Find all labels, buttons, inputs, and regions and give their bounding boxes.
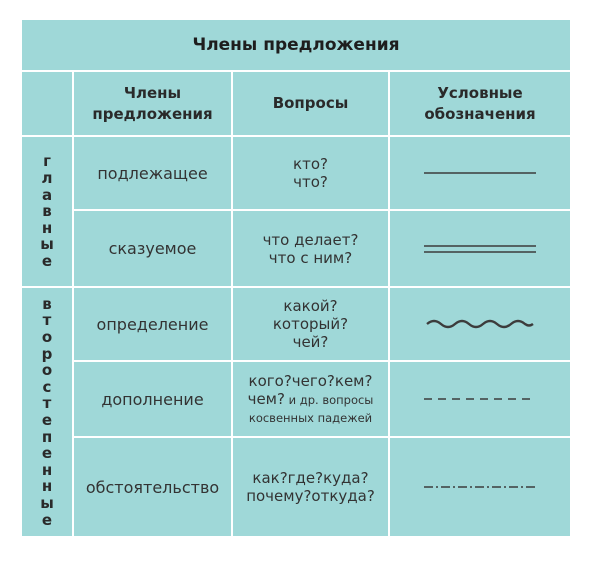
main-letter: ы <box>40 235 54 254</box>
row-object-questions <box>233 362 388 436</box>
row-predicate-name: сказуемое <box>108 239 197 258</box>
header-parts-line2: предложения <box>92 104 213 123</box>
secondary-letter: н <box>41 460 53 479</box>
grid-line <box>72 70 74 536</box>
wavy-line-icon <box>390 288 570 360</box>
header-questions: Вопросы <box>272 94 349 112</box>
question-line: почему?откуда? <box>246 487 375 505</box>
question-line: как?где?куда? <box>252 469 369 487</box>
question-line: чей? <box>292 333 329 351</box>
secondary-letter: т <box>42 311 52 330</box>
main-letter: а <box>41 185 53 204</box>
question-note: косвенных падежей <box>248 410 373 425</box>
table-title: Члены предложения <box>192 35 400 55</box>
main-letter: л <box>41 169 53 188</box>
row-subject-questions <box>233 137 388 209</box>
double-line-icon <box>390 211 570 286</box>
question-line: кого?чего?кем? <box>248 371 373 390</box>
secondary-letter: е <box>41 444 53 463</box>
secondary-letter: с <box>42 377 52 396</box>
header-parts-line1: Члены <box>123 83 182 102</box>
header-parts <box>74 72 231 135</box>
secondary-letter: п <box>41 427 53 446</box>
grid-line <box>22 286 570 288</box>
secondary-letter: т <box>42 394 52 413</box>
row-attribute-questions <box>233 288 388 360</box>
single-line-icon <box>390 137 570 209</box>
secondary-letter: р <box>41 344 53 363</box>
secondary-letter: о <box>41 328 53 347</box>
question-word: чем? <box>247 389 285 408</box>
question-line: что делает? <box>262 230 359 249</box>
row-adverbial-name: обстоятельство <box>85 477 220 497</box>
secondary-letter: е <box>41 411 53 429</box>
question-line: какой? <box>283 297 338 315</box>
question-note: и др. вопросы <box>284 392 374 407</box>
group-secondary-label <box>22 288 72 536</box>
header-symbols <box>390 72 570 135</box>
row-attribute-name: определение <box>96 314 209 334</box>
row-adverbial-questions <box>233 438 388 536</box>
row-predicate-questions <box>233 211 388 286</box>
row-subject-name: подлежащее <box>97 163 208 183</box>
header-symbols-line2: обозначения <box>424 104 536 123</box>
secondary-letter: н <box>41 477 53 496</box>
dashed-line-icon <box>390 362 570 436</box>
secondary-letter: е <box>41 510 53 529</box>
secondary-letter: о <box>41 361 53 380</box>
grid-line <box>74 360 570 362</box>
question-line: что с ним? <box>268 248 353 267</box>
main-letter: в <box>42 202 52 221</box>
grid-line <box>22 135 570 137</box>
question-line: кто? <box>293 155 328 173</box>
question-line: что? <box>293 173 328 191</box>
parts-of-sentence-table <box>22 20 570 536</box>
row-object-name: дополнение <box>101 389 204 409</box>
secondary-letter: ы <box>40 493 54 512</box>
group-main-label <box>22 137 72 286</box>
grid-line <box>74 209 570 211</box>
header-symbols-line1: Условные <box>437 83 523 102</box>
question-line <box>248 390 374 409</box>
dash-dot-line-icon <box>390 438 570 536</box>
main-letter: н <box>41 218 53 237</box>
main-letter: г <box>43 152 51 171</box>
grid-line <box>388 70 390 536</box>
main-letter: е <box>41 251 53 270</box>
secondary-letter: в <box>42 294 52 313</box>
grid-line <box>22 70 570 72</box>
question-line: который? <box>272 315 349 333</box>
grid-line <box>74 436 570 438</box>
grid-line <box>231 70 233 536</box>
